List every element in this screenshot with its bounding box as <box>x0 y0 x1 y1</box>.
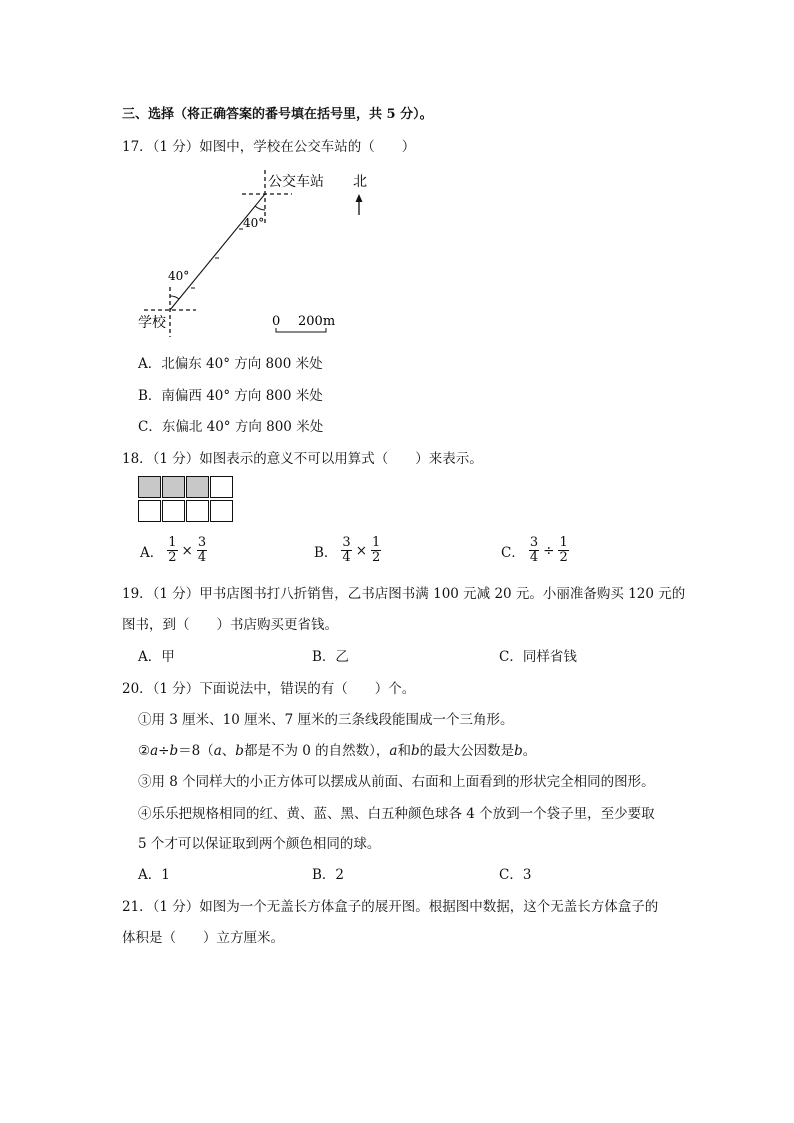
q20-statement-4-line2: 5 个才可以保证取到两个颜色相同的球。 <box>138 836 381 852</box>
q19-option-c[interactable]: C．同样省钱 <box>499 649 577 665</box>
scale-zero-label: 0 <box>272 314 281 329</box>
q20-option-b[interactable]: B．2 <box>312 867 345 883</box>
q18-grid-figure <box>138 476 234 526</box>
fraction: $\frac{1}{2}$ <box>372 535 381 565</box>
scale-value-label: 200m <box>298 314 336 329</box>
q17-option-b[interactable]: B．南偏西 40° 方向 800 米处 <box>138 388 323 404</box>
grid-cell <box>186 500 209 522</box>
q18-option-b[interactable] <box>312 536 383 565</box>
grid-cell <box>210 500 233 522</box>
option-letter: C． <box>501 544 525 561</box>
q17-option-a[interactable]: A．北偏东 40° 方向 800 米处 <box>138 356 323 372</box>
grid-cell-shaded <box>138 476 161 498</box>
q20-option-c[interactable]: C．3 <box>499 867 532 883</box>
section-title: 三、选择（将正确答案的番号填在括号里，共 5 分）。 <box>122 107 433 122</box>
q19-option-b[interactable]: B．乙 <box>312 649 349 665</box>
bottom-angle-arc <box>170 296 179 299</box>
q19-option-a[interactable]: A．甲 <box>138 649 175 665</box>
q20-statement-1: ①用 3 厘米、10 厘米、7 厘米的三条线段能围成一个三角形。 <box>138 712 514 728</box>
q17-option-c[interactable]: C．东偏北 40° 方向 800 米处 <box>138 419 324 435</box>
q20-option-a[interactable]: A．1 <box>138 867 170 883</box>
q19-stem-line1: 19．（1 分）甲书店图书打八折销售，乙书店图书满 100 元减 20 元。小丽准备购买 120 元的 <box>122 586 686 602</box>
fraction: $\frac{1}{2}$ <box>168 535 177 565</box>
option-letter: A． <box>140 544 164 561</box>
grid-cell-shaded <box>162 476 185 498</box>
q17-direction-diagram <box>130 165 370 345</box>
angle-top-label: 40° <box>243 216 265 230</box>
q18-stem: 18．（1 分）如图表示的意义不可以用算式（ ）来表示。 <box>122 451 483 467</box>
operator: × <box>181 542 193 559</box>
grid-cell <box>162 500 185 522</box>
fraction: $\frac{3}{4}$ <box>197 535 207 565</box>
q19-stem-line2: 图书，到（ ）书店购买更省钱。 <box>122 617 338 633</box>
q20-stem: 20．（1 分）下面说法中，错误的有（ ）个。 <box>122 681 416 697</box>
q17-stem: 17．（1 分）如图中，学校在公交车站的（ ） <box>122 139 416 155</box>
q20-statement-3: ③用 8 个同样大的小正方体可以摆成从前面、右面和上面看到的形状完全相同的图形。 <box>138 774 655 790</box>
top-angle-arc <box>255 206 265 210</box>
fraction: $\frac{1}{2}$ <box>559 535 568 565</box>
q20-statement-4-line1: ④乐乐把规格相同的红、黄、蓝、黑、白五种颜色球各 4 个放到一个袋子里，至少要取 <box>138 806 655 822</box>
option-letter: B． <box>314 544 338 561</box>
q20-statement-2: ②a÷b＝8（a、b都是不为 0 的自然数），a和b的最大公因数是b。 <box>138 743 537 759</box>
q18-option-c[interactable] <box>499 536 571 565</box>
fraction: $\frac{3}{4}$ <box>529 535 539 565</box>
grid-cell <box>210 476 233 498</box>
grid-cell <box>138 500 161 522</box>
operator: × <box>355 542 368 559</box>
operator: ÷ <box>543 542 555 559</box>
north-arrow-icon <box>356 194 363 202</box>
q18-option-a[interactable] <box>138 536 209 565</box>
q21-stem-line2: 体积是（ ）立方厘米。 <box>122 930 284 946</box>
north-label: 北 <box>353 174 367 190</box>
q21-stem-line1: 21．（1 分）如图为一个无盖长方体盒子的展开图。根据图中数据，这个无盖长方体盒子的 <box>122 899 659 915</box>
grid-cell-shaded <box>186 476 209 498</box>
fraction: $\frac{3}{4}$ <box>342 535 351 565</box>
bus-stop-label: 公交车站 <box>268 174 324 190</box>
angle-bottom-label: 40° <box>168 269 190 283</box>
school-label: 学校 <box>138 315 166 331</box>
route-line <box>170 194 265 310</box>
